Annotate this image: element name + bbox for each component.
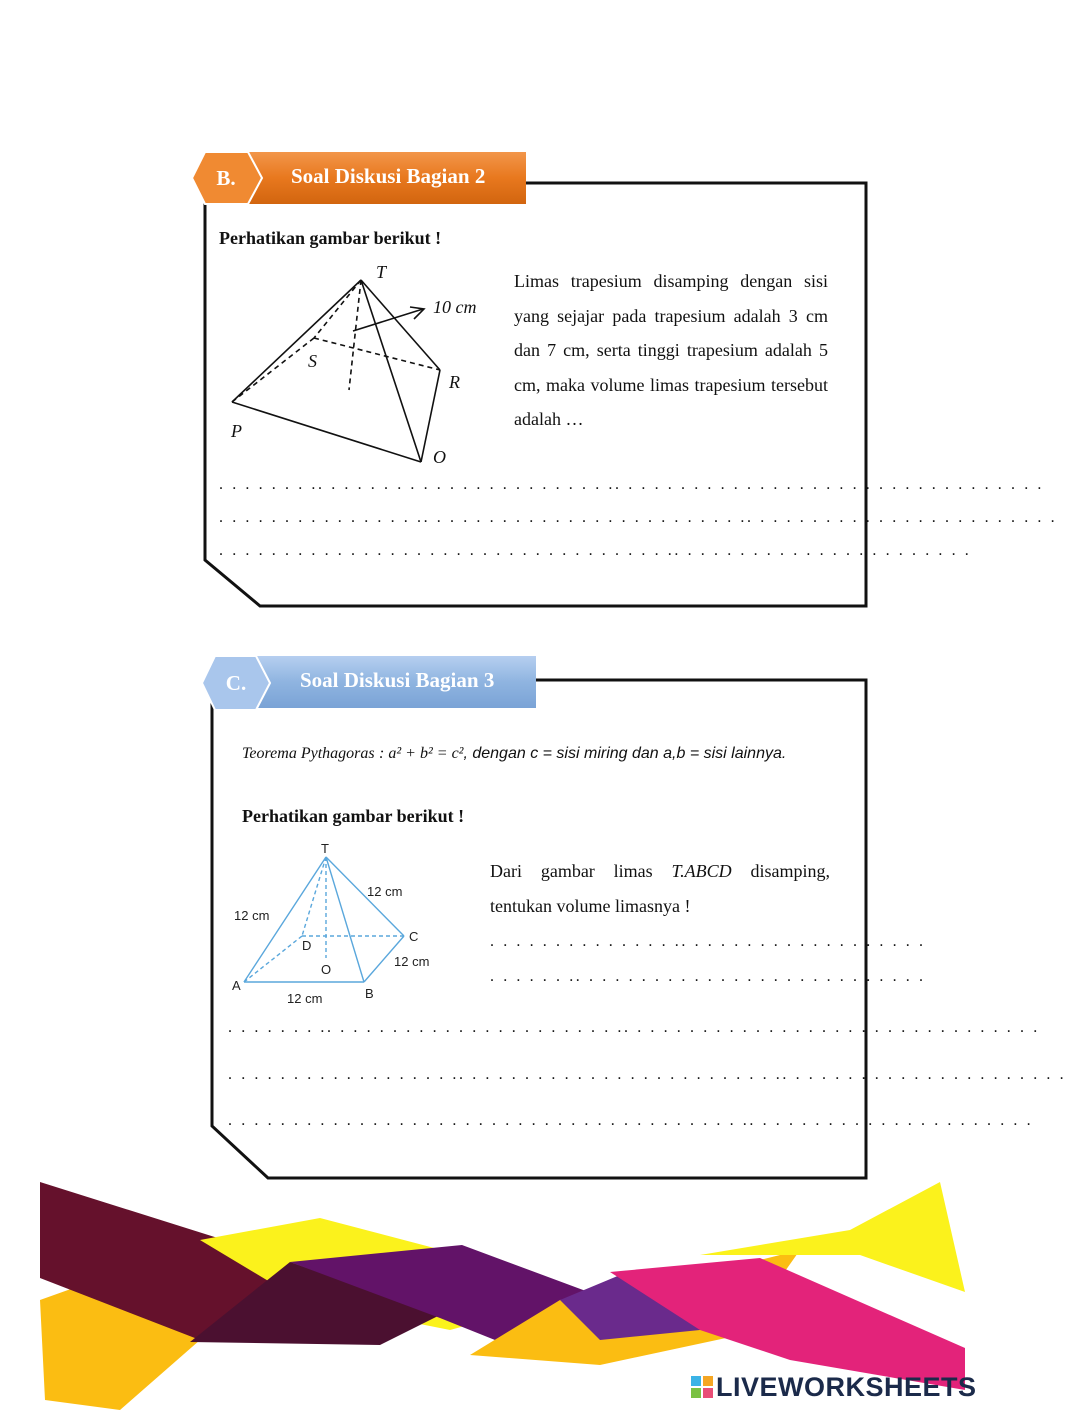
pyramid-name: T.ABCD	[671, 861, 732, 881]
theorem-rest: , dengan c = sisi miring dan a,b = sisi lainnya.	[463, 745, 787, 762]
section-c-answer-line-3: . . . . . . . . . . . . . . . . . . . . . . . . . . . . . . . . . . . . . . . .. . . . . . . . . . . . . . . . . . . . . .	[228, 1112, 1034, 1129]
section-b-answer-line-2: . . . . . . . . . . . . . . . .. . . . . . . . . . . . . . . . . . . . . . . . .. . . . . . . . . . . . . . . . . . . . . . . .	[219, 509, 1058, 526]
vertex-label-p: P	[231, 421, 242, 441]
section-c-letter: C.	[225, 671, 247, 695]
height-label: 10 cm	[433, 297, 477, 317]
liveworksheets-logo: LIVEWORKSHEETS	[716, 1372, 977, 1402]
vertex-label-c: C	[409, 929, 419, 944]
question-text-end: disamping, tentukan volume limasnya !	[490, 861, 830, 916]
edge-label-ta: 12 cm	[234, 908, 270, 923]
liveworksheets-logo-icon	[691, 1376, 713, 1400]
vertex-label-o: O	[321, 962, 332, 977]
edge-label-bc: 12 cm	[394, 954, 430, 969]
edge-label-tc: 12 cm	[367, 884, 403, 899]
vertex-label-o: O	[433, 447, 446, 467]
vertex-label-a: A	[232, 978, 241, 993]
vertex-label-r: R	[449, 372, 460, 392]
section-b-instruction: Perhatikan gambar berikut !	[219, 228, 442, 248]
section-b-question: Limas trapesium disamping dengan sisi yang sejajar pada trapesium adalah 3 cm dan 7 cm, serta tinggi trapesium adalah 5 cm, maka volume limas trapesium tersebut adalah …	[514, 271, 828, 429]
section-b-title: Soal Diskusi Bagian 2	[291, 164, 486, 188]
section-b-answer-line-1: . . . . . . . .. . . . . . . . . . . . . . . . . . . . . . .. . . . . . . . . . . . . . . . . . . . . . . . . . . . . . . . .	[219, 476, 1044, 493]
section-b-answer-line-3: . . . . . . . . . . . . . . . . . . . . . . . . . . . . . . . . . . .. . . . . . . . . . . . . . . . . . . . . . .	[219, 542, 972, 559]
vertex-label-b: B	[365, 986, 374, 1001]
vertex-label-t: T	[321, 841, 329, 856]
section-c-answer-line-2: . . . . . . . . . . . . . . . . . .. . . . . . . . . . . . . . . . . . . . . . . . .. . . . . . . . . . . . . . . . . . . . . .	[228, 1066, 1066, 1083]
section-c-short-line-1: . . . . . . . . . . . . . . .. . . . . . . . . . . . . . . . . . .	[490, 933, 926, 950]
section-c-short-line-2: . . . . . . .. . . . . . . . . . . . . . . . . . . . . . . . . . .	[490, 968, 926, 985]
section-c-title: Soal Diskusi Bagian 3	[300, 668, 495, 692]
vertex-label-d: D	[302, 938, 312, 953]
theorem-label: Teorema Pythagoras	[242, 745, 375, 762]
theorem-formula: : a² + b² = c²	[379, 745, 464, 762]
vertex-label-s: S	[308, 351, 317, 371]
edge-label-ab: 12 cm	[287, 991, 323, 1006]
question-text-start: Dari gambar limas	[490, 861, 672, 881]
vertex-label-t: T	[376, 262, 387, 282]
section-c-answer-line-1: . . . . . . . .. . . . . . . . . . . . . . . . . . . . . . .. . . . . . . . . . . . . . . . . . . . . . . . . . . . . . . .	[228, 1019, 1040, 1036]
section-b-letter: B.	[216, 166, 236, 190]
section-c-instruction: Perhatikan gambar berikut !	[242, 806, 465, 826]
